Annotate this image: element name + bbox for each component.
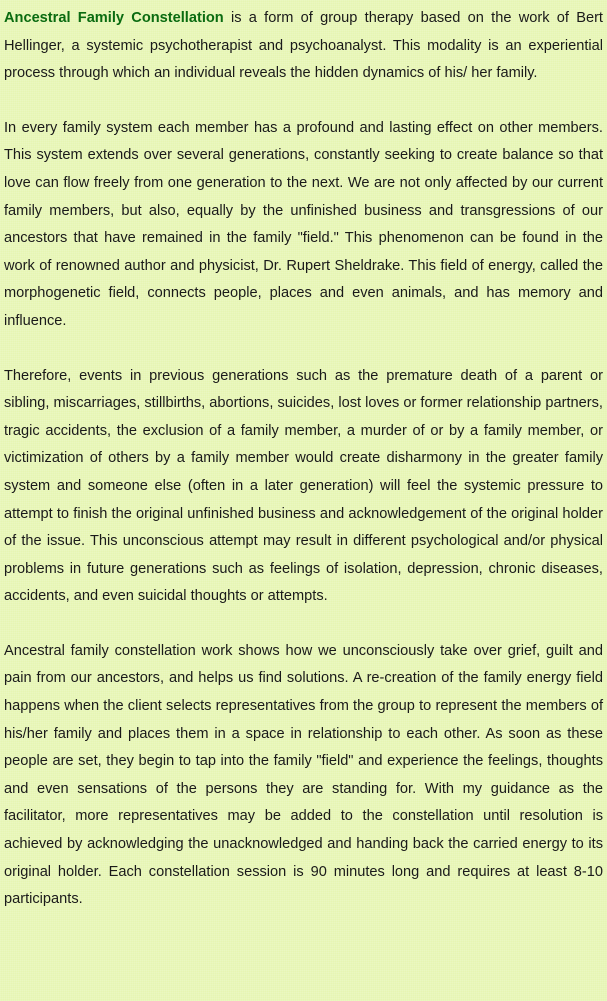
constellation-work-paragraph: Ancestral family constellation work shows how we unconsciously take over grief, guilt and pain from our ancestors, and helps us find solutions. A re-creation of the family energy field happens when the client selects representatives from the group to represent the members of his/her family and places them in a space in relationship to each other. As soon as these people are set, they begin to tap into the family "field" and experience the feelings, thoughts and even sensations of the persons they are standing for. With my guidance as the facilitator, more representatives may be added to the constellation until resolution is achieved by acknowledging the unacknowledged and handing back the carried energy to its original holder. Each constellation session is 90 minutes long and requires at least 8-10 participants. bbox=[4, 642, 603, 908]
intro-paragraph bbox=[4, 5, 603, 88]
family-system-paragraph: In every family system each member has a profound and lasting effect on other members. This system extends over several generations, constantly seeking to create balance so that love can flow freely from one generation to the next. We are not only affected by our current family members, but also, equally by the unfinished business and transgressions of our ancestors that have remained in the family "field." This phenomenon can be found in the work of renowned author and physicist, Dr. Rupert Sheldrake. This field of energy, called the morphogenetic field, connects people, places and even animals, and has memory and influence. bbox=[4, 119, 603, 329]
previous-generations-paragraph: Therefore, events in previous generations such as the premature death of a parent or sibling, miscarriages, stillbirths, abortions, suicides, lost loves or former relationship partners, tragic accidents, the exclusion of a family member, a murder of or by a family member, or victimization of others by a family member would create disharmony in the greater family system and someone else (often in a later generation) will feel the systemic pressure to attempt to finish the original unfinished business and acknowledgement of the original holder of the issue. This unconscious attempt may result in different psychological and/or physical problems in future generations such as feelings of isolation, depression, chronic diseases, accidents, and even suicidal thoughts or attempts. bbox=[4, 367, 603, 605]
article-title-term: Ancestral Family Constellation bbox=[4, 10, 224, 26]
intro-paragraph-text: is a form of group therapy based on the work of Bert Hellinger, a systemic psychotherapist and psychoanalyst. This modality is an experiential process through which an individual reveals the hidden dynamics of his/ her family. bbox=[4, 10, 603, 82]
